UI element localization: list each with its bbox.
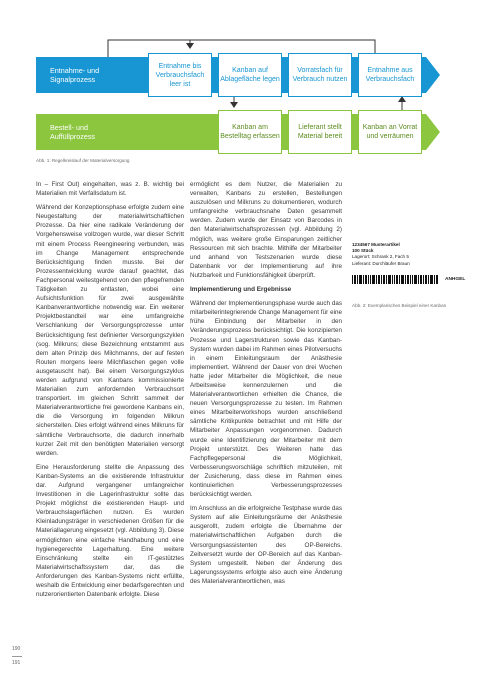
text-column-middle [190,180,342,591]
page-number-right: 191 [12,660,21,666]
paragraph: Im Anschluss an die erfolgreiche Testphase wurde das System auf alle Einleitungsräume der Anästhesie ausgerollt, zudem erfolgte die Übernahme der materialwirtschaftlichen Aufgaben durch die Versorgungsassistenten des OP-Bereichs. Zeitversetzt wurde der OP-Bereich auf das Kanban-System umgestellt. Neben der Änderung des Lagerungssystems erfolgte also auch eine Änderung des Materialverantwortlichen, was [190,505,342,585]
label-tag: ANHGEL [445,277,466,282]
top-step-2: Kanban auf Ablagefläche legen [218,53,282,97]
label-location: Lagerort: Schrank 2, Fach 5 [352,254,409,260]
paragraph: In – First Out) eingehalten, was z. B. wichtig bei Materialien mit Verfallsdatum ist. [36,181,184,198]
section-heading: Implementierung und Ergebnisse [190,286,292,294]
page-number-divider [12,656,22,657]
paragraph: Während der Implementierungsphase wurde auch das mitarbeiterintegrierende Change Management für eine frühe Einbindung der Mitarbeiter in den Veränderungsprozess berücksichtigt. Die konzipierten Prozesse und Lagerstrukturen sowie das Kanban-System wurden dabei im Rahmen eines Pilotversuchs in einem Einleitungsraum der Anästhesie implementiert. Während der Dauer von drei Wochen hatte jeder Mitarbeiter die Möglichkeit, die neue Arbeitsweise kennenzulernen und die Materialverantwortlichen erhielten die Chance, die neuen Versorgungsprozesse zu testen. Im Rahmen eines Mitarbeiterworkshops wurden anschließend sämtliche Kritikpunkte betrachtet und mit Hilfe der Mitarbeiter Anpassungen vorgenommen. Dadurch wurde eine Identifizierung der Mitarbeiter mit dem Projekt unterstützt. Des Weiteren hatte das Fachpflegepersonal die Möglichkeit, Verbesserungsvorschläge schriftlich mitzuteilen, mit der Zusicherung, dass diese im Rahmen eines kontinuierlichen Verbesserungsprozesses berücksichtigt werden. [190,300,342,499]
kanban-label-card [352,242,468,306]
order-band-label: Bestell- und Auffüllprozess [50,123,96,141]
bottom-step-3: Kanban an Vorrat und verräumen [358,110,422,154]
paragraph: ermöglicht es dem Nutzer, die Materialien zu verwalten, Kanbans zu erstellen, Bestellungen auszulösen und Milkruns zu dokumentieren, wodurch umfangreiche verbrauchsnahe Daten gesammelt werden. Zudem wurde der Einsatz von Barcodes in den Materialwirtschaftsprozessen (vgl. Abbildung 2) möglich, was weitere große Einsparungen zeitlicher Ressourcen mit sich brachte. Mithilfe der Mitarbeiter und anhand von Testszenarien wurde diese Datenbank vor der Implementierung auf ihre Nutzbarkeit und Funktionsfähigkeit überprüft. [190,181,342,279]
order-band-arrow [426,114,440,150]
label-supplier: Lieferant: Durchläufer Braun [352,260,410,266]
bottom-step-1: Kanban am Bestelltag erfassen [218,110,282,154]
label-quantity: 100 Stück [352,248,374,254]
figure-1-caption: Abb. 1: Regelkreislauf der Materialversorgung [36,158,130,163]
top-step-1: Entnahme bis Verbrauchsfach leer ist [148,53,212,97]
figure-2-caption: Abb. 2: Exemplarisches Beispiel einer Kanban [352,303,447,308]
page-number-left: 190 [12,646,21,652]
signal-band-label: Entnahme- und Signalprozess [50,66,100,84]
top-step-4: Entnahme aus Verbrauchsfach [358,53,422,97]
label-article: 1234567 Musterartikel [352,242,400,247]
text-column-left [36,180,184,604]
paragraph: Während der Konzeptionsphase erfolgte zudem eine Neugestaltung der materialwirtschaftlichen Prozesse. Da hier eine radikale Veränderung der Vorgehensweise vollzogen wurde, war dieser Schritt mit einem Process Reengineering verbunden, was im Change Management entsprechende Berücksichtigung finden musste. Bei der Prozessentwicklung wurde darauf geachtet, das Fachpersonal weitestgehend von den pflegefremden Tätigkeiten zu entlasten, wobei eine Aufsichtsfunktion für zwei ausgewählte Kanbanverantwortliche notwendig war. Ein weiterer Projektbestandteil war eine umfangreiche Verschlankung der Versorgungsprozesse unter Berücksichtigung fest definierter Versorgungszyklen (sog. Milkruns; diese Bezeichnung entstammt aus dem alten Prinzip des Milchmanns, der auf festen Routen morgens leere Milchflaschen gegen volle ausgetauscht hat). Bei einem Versorgungszyklus werden aufgrund von Kanbans kommissionierte Materialien zum anfordernden Verbrauchsort transportiert. Im gleichen Schritt sammelt der Materialverantwortliche frei gewordene Kanbans ein, die die Versorgung im folgenden Milkrun sicherstellen. Dies erfolgt während eines Milkruns für sämtliche Verbrauchsorte, die dadurch innerhalb kurzer Zeit mit den benötigten Materialien versorgt werden. [36,204,184,457]
barcode-icon [352,275,438,284]
paragraph: Eine Herausforderung stellte die Anpassung des Kanban-Systems an die existierende Infrastruktur dar. Aufgrund vergangener umfangreicher Investitionen in die Lagerinfrastruktur sollte das Projekt möglichst die existierenden Haupt- und Verbrauchslagerflächen nutzen. Es wurden Kleinladungsträger in verschiedenen Größen für die Materiallagerung eingesetzt (vgl. Abbildung 3). Diese ermöglichten eine einfache Handhabung und eine hygienegerechte Lagerhaltung. Eine weitere Einschränkung stellte ein IT-gestütztes Materialwirtschaftssystem dar, das die Anforderungen des Kanban-Systems nicht erfüllte, weshalb die Entwicklung einer bedarfsgerechten und nutzerorientierten Datenbank erfolgte. Diese [36,463,184,599]
signal-band-arrow [426,57,440,93]
top-step-3: Vorratsfach für Verbrauch nutzen [288,53,352,97]
bottom-step-2: Lieferant stellt Material bereit [288,110,352,154]
